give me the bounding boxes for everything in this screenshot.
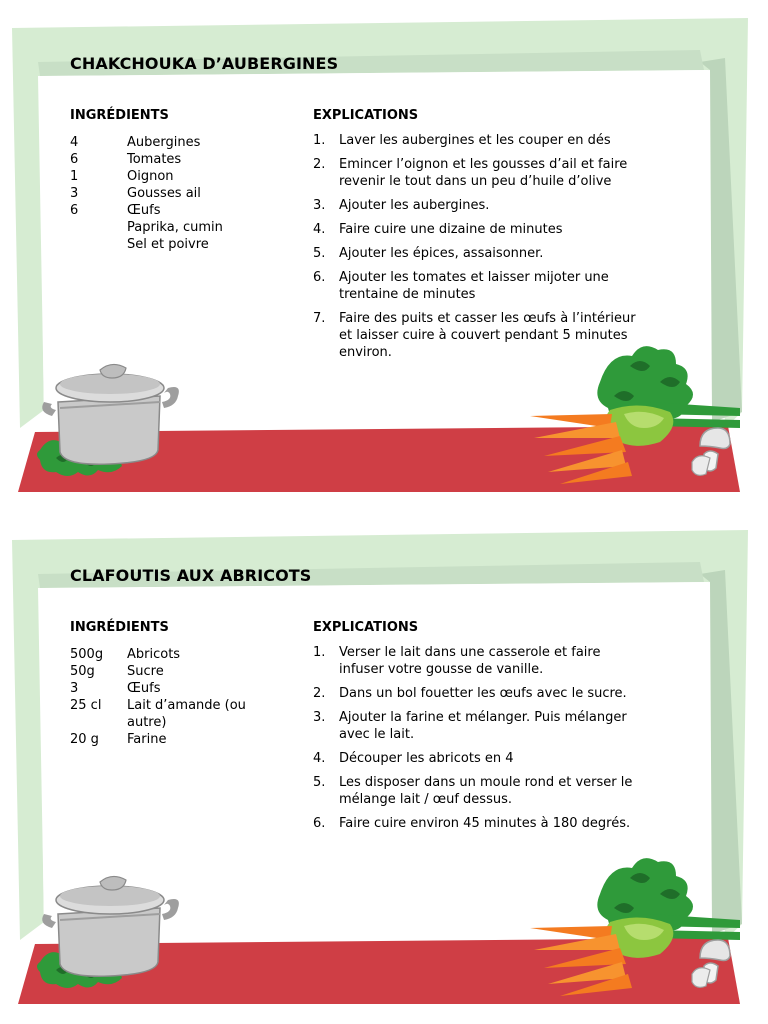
ingredient-quantity: 3	[70, 681, 79, 696]
ingredient-quantity: 50g	[70, 664, 95, 679]
recipe-title: CHAKCHOUKA D’AUBERGINES	[70, 54, 339, 73]
explanations-heading: EXPLICATIONS	[313, 108, 419, 123]
step-text: Les disposer dans un moule rond et verser le mélange lait / œuf dessus.	[339, 775, 633, 807]
step-text: Ajouter les aubergines.	[339, 198, 490, 213]
ingredient-quantity: 20 g	[70, 732, 99, 747]
step-text: Emincer l’oignon et les gousses d’ail et faire revenir le tout dans un peu d’huile d’olive	[339, 157, 628, 189]
ingredient-row	[70, 151, 270, 168]
step-item	[313, 132, 643, 149]
ingredient-row	[70, 236, 270, 253]
step-number: 3.	[313, 710, 326, 725]
ingredients-list	[70, 646, 270, 748]
ingredient-row	[70, 731, 270, 748]
ingredient-name: Tomates	[127, 152, 182, 167]
step-text: Faire cuire environ 45 minutes à 180 degrés.	[339, 816, 631, 831]
ingredients-heading: INGRÉDIENTS	[70, 620, 169, 635]
ingredients-heading: INGRÉDIENTS	[70, 108, 169, 123]
step-number: 2.	[313, 686, 326, 701]
step-item	[313, 815, 643, 832]
ingredient-name: Lait d’amande (ou autre)	[127, 698, 246, 730]
ingredient-name: Œufs	[127, 203, 161, 218]
ingredient-quantity: 3	[70, 186, 79, 201]
ingredient-row	[70, 168, 270, 185]
step-number: 7.	[313, 311, 326, 326]
step-text: Ajouter la farine et mélanger. Puis mélanger avec le lait.	[339, 710, 627, 742]
ingredient-name: Paprika, cumin	[127, 220, 223, 235]
ingredient-row	[70, 219, 270, 236]
ingredient-row	[70, 646, 270, 663]
step-text: Laver les aubergines et les couper en dés	[339, 133, 611, 148]
step-item	[313, 644, 643, 678]
step-number: 2.	[313, 157, 326, 172]
ingredient-row	[70, 680, 270, 697]
step-number: 6.	[313, 816, 326, 831]
ingredient-name: Sel et poivre	[127, 237, 209, 252]
step-number: 4.	[313, 751, 326, 766]
step-number: 1.	[313, 645, 326, 660]
explanations-heading: EXPLICATIONS	[313, 620, 419, 635]
step-text: Verser le lait dans une casserole et faire infuser votre gousse de vanille.	[339, 645, 601, 677]
ingredient-row	[70, 202, 270, 219]
recipe-card	[0, 10, 768, 510]
step-number: 5.	[313, 775, 326, 790]
step-item	[313, 197, 643, 214]
step-text: Ajouter les épices, assaisonner.	[339, 246, 544, 261]
step-number: 1.	[313, 133, 326, 148]
step-text: Découper les abricots en 4	[339, 751, 514, 766]
ingredient-row	[70, 663, 270, 680]
recipe-title: CLAFOUTIS AUX ABRICOTS	[70, 566, 312, 585]
step-item	[313, 774, 643, 808]
steps-list	[313, 644, 643, 839]
step-number: 4.	[313, 222, 326, 237]
step-item	[313, 750, 643, 767]
step-item	[313, 221, 643, 238]
step-text: Faire cuire une dizaine de minutes	[339, 222, 563, 237]
step-item	[313, 245, 643, 262]
step-item	[313, 310, 643, 361]
ingredient-row	[70, 185, 270, 202]
ingredient-name: Abricots	[127, 647, 181, 662]
ingredient-name: Aubergines	[127, 135, 201, 150]
ingredient-quantity: 4	[70, 135, 79, 150]
step-text: Ajouter les tomates et laisser mijoter une trentaine de minutes	[339, 270, 609, 302]
ingredient-quantity	[70, 236, 127, 253]
recipe-card	[0, 522, 768, 1022]
step-number: 6.	[313, 270, 326, 285]
ingredient-name: Farine	[127, 732, 167, 747]
ingredient-name: Œufs	[127, 681, 161, 696]
ingredient-row	[70, 134, 270, 151]
step-text: Dans un bol fouetter les œufs avec le sucre.	[339, 686, 627, 701]
ingredient-name: Sucre	[127, 664, 164, 679]
ingredient-quantity: 25 cl	[70, 698, 102, 713]
step-number: 5.	[313, 246, 326, 261]
steps-list	[313, 132, 643, 368]
ingredient-quantity: 1	[70, 169, 79, 184]
ingredients-list	[70, 134, 270, 253]
ingredient-quantity	[70, 219, 127, 236]
ingredient-row	[70, 697, 270, 731]
step-item	[313, 709, 643, 743]
ingredient-quantity: 6	[70, 152, 79, 167]
step-text: Faire des puits et casser les œufs à l’intérieur et laisser cuire à couvert pendant 5 minutes environ.	[339, 311, 636, 360]
step-item	[313, 269, 643, 303]
step-item	[313, 685, 643, 702]
ingredient-quantity: 6	[70, 203, 79, 218]
step-item	[313, 156, 643, 190]
ingredient-name: Oignon	[127, 169, 174, 184]
ingredient-name: Gousses ail	[127, 186, 201, 201]
step-number: 3.	[313, 198, 326, 213]
ingredient-quantity: 500g	[70, 647, 104, 662]
